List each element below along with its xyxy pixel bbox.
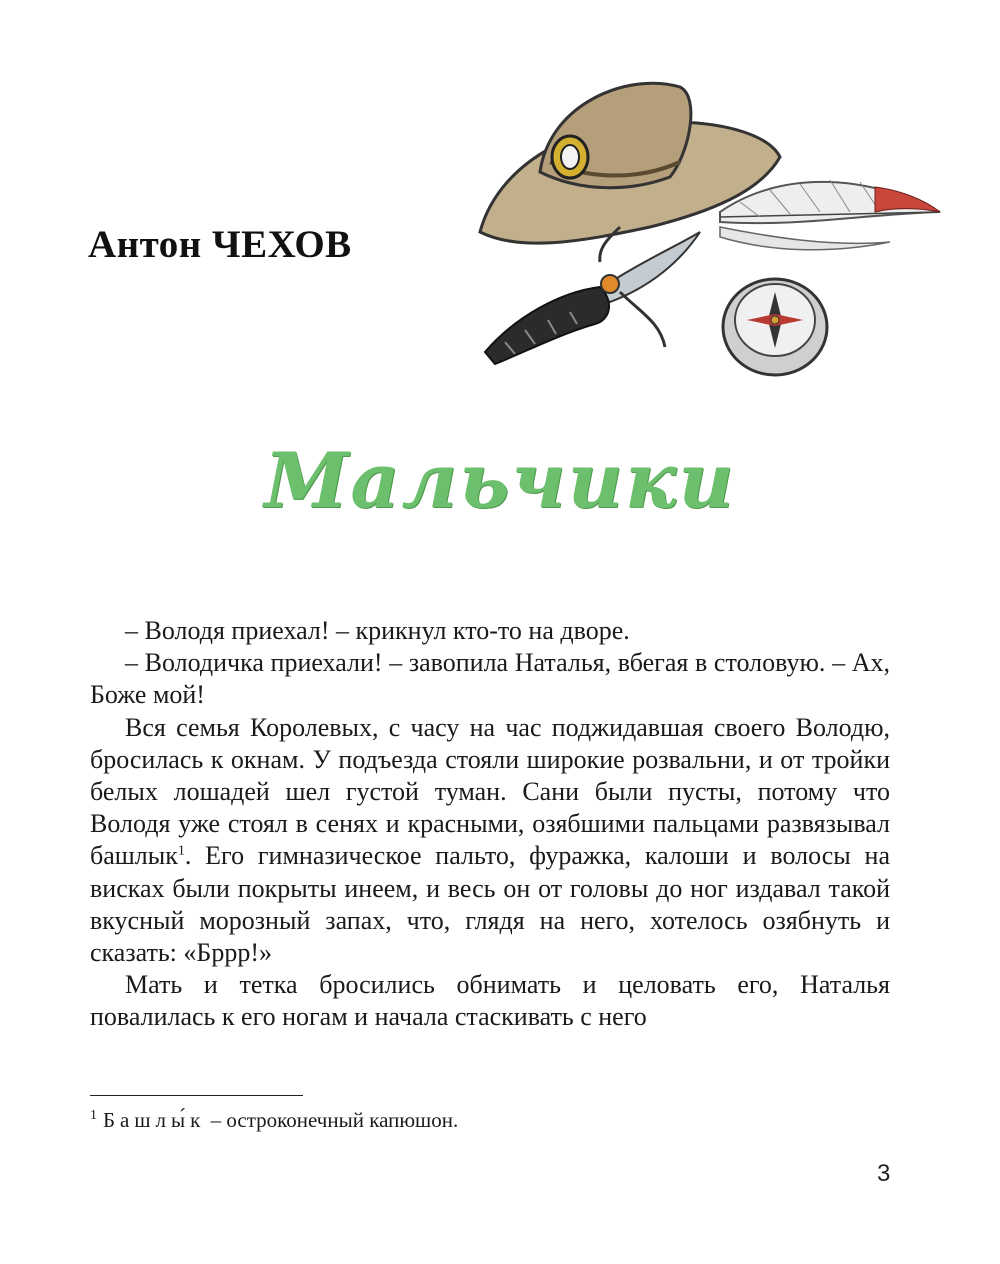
footnote <box>90 1108 458 1133</box>
feather-icon <box>720 180 940 250</box>
footnote-divider <box>90 1095 303 1096</box>
paragraph-2: – Володичка приехали! – завопила Наталья, вбегая в столовую. – Ах, Боже мой! <box>90 648 890 710</box>
footnote-term: Башлы́к <box>103 1108 206 1132</box>
page-number: 3 <box>877 1160 891 1187</box>
footnote-mark: 1 <box>177 843 185 859</box>
pocket-knife-icon <box>485 227 700 364</box>
footnote-number: 1 <box>90 1108 97 1123</box>
story-text <box>90 615 890 1034</box>
footnote-definition: – остроконечный капюшон. <box>205 1108 459 1132</box>
illustration <box>470 62 960 392</box>
paragraph-1: – Володя приехал! – крикнул кто-то на дворе. <box>125 616 630 645</box>
paragraph-3-text: Вся семья Королевых, с часу на час поджидавшая своего Володю, бросилась к окнам. У подъезда стояли широкие розвальни, и от тройки белых лошадей шел густой туман. Сани были пусты, потому что Володя уже стоял в сенях и красными, озябшими пальцами развязывал башлык <box>90 712 890 871</box>
paragraph-4: Мать и тетка бросились обнимать и целовать его, Наталья повалилась к его ногам и начала стаскивать с него <box>90 970 890 1032</box>
paragraph-3 <box>90 712 890 970</box>
story-title: Мальчики <box>264 436 736 525</box>
compass-icon <box>723 279 827 375</box>
author-name: Антон ЧЕХОВ <box>88 223 352 266</box>
paragraph-3-continuation: . Его гимназическое пальто, фуражка, калоши и волосы на висках были покрыты инеем, и весь он от головы до ног издавал такой вкусный морозный запах, что, глядя на него, хотелось озябнуть и сказать: «Бррр!» <box>90 841 890 968</box>
